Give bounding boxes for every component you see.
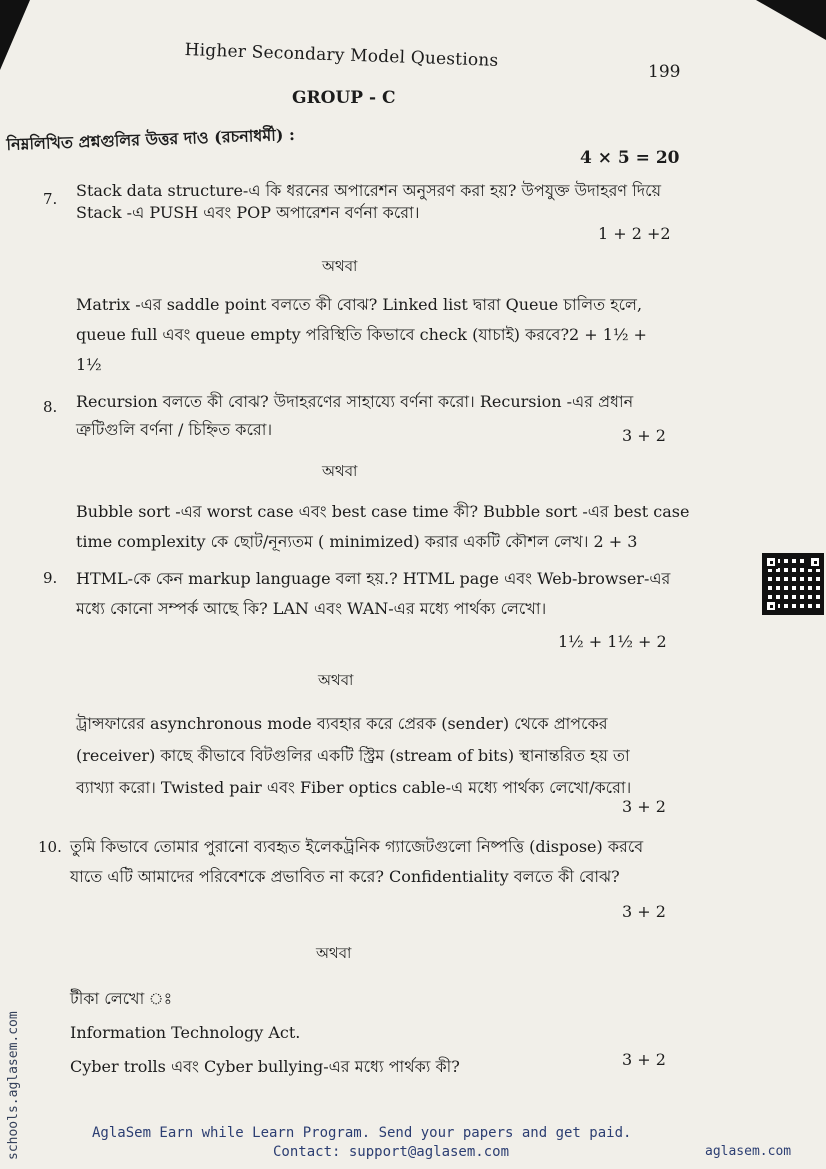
group-heading: GROUP - C	[292, 88, 396, 108]
question-8-text	[76, 388, 633, 444]
or-label: অথবা	[322, 462, 358, 480]
side-watermark: schools.aglasem.com	[6, 1011, 21, 1160]
question-line: Information Technology Act.	[70, 1023, 301, 1042]
question-marks: 3 + 2	[622, 1050, 666, 1069]
question-number: 10.	[38, 838, 62, 856]
question-line: queue full এবং queue empty পরিস্থিতি কিভাবে check (যাচাই) করবে?2 + 1½ +	[76, 325, 647, 344]
question-line: তুমি কিভাবে তোমার পুরানো ব্যবহৃত ইলেকট্রনিক গ্যাজেটগুলো নিষ্পত্তি (dispose) করবে	[70, 837, 644, 856]
question-line: যাতে এটি আমাদের পরিবেশকে প্রভাবিত না করে? Confidentiality বলতে কী বোঝ?	[70, 867, 620, 886]
footer-domain: aglasem.com	[705, 1144, 792, 1159]
question-line: ব্যাখ্যা করো। Twisted pair এবং Fiber optics cable-এ মধ্যে পার্থক্য লেখো/করো।	[76, 778, 632, 797]
question-line: ত্রুটিগুলি বর্ণনা / চিহ্নিত করো।	[76, 420, 273, 439]
question-number: 8.	[43, 398, 58, 416]
question-8-alt-text	[76, 497, 689, 557]
question-7-text	[76, 180, 661, 224]
question-marks: 1 + 2 +2	[598, 224, 671, 243]
question-line: মধ্যে কোনো সম্পর্ক আছে কি? LAN এবং WAN-এর মধ্যে পার্থক্য লেখো।	[76, 599, 547, 618]
question-line: HTML-কে কেন markup language বলা হয়.? HTML page এবং Web-browser-এর	[76, 569, 671, 588]
scan-shadow-top-left	[0, 0, 30, 70]
header-title: Higher Secondary Model Questions	[184, 40, 499, 71]
question-line: Matrix -এর saddle point বলতে কী বোঝ? Linked list দ্বারা Queue চালিত হলে,	[76, 295, 643, 314]
or-label: অথবা	[322, 257, 358, 275]
question-10-alt-text	[70, 982, 460, 1084]
instruction: নিম্নলিখিত প্রশ্নগুলির উত্তর দাও (রচনাধর্মী) :	[6, 124, 296, 154]
question-7-alt-text	[76, 290, 647, 380]
question-marks: 3 + 2	[622, 902, 666, 921]
question-10-text	[70, 832, 643, 892]
question-line: 1½	[76, 355, 102, 374]
question-number: 9.	[43, 569, 58, 587]
total-marks: 4 × 5 = 20	[580, 148, 680, 168]
or-label: অথবা	[316, 944, 352, 962]
qr-finder-pattern	[764, 599, 778, 613]
question-line: Stack data structure-এ কি ধরনের অপারেশন অনুসরণ করা হয়? উপযুক্ত উদাহরণ দিয়ে	[76, 181, 661, 200]
qr-finder-pattern	[764, 555, 778, 569]
qr-finder-pattern	[808, 555, 822, 569]
footer-contact: Contact: support@aglasem.com	[273, 1144, 510, 1160]
footer-program-text: AglaSem Earn while Learn Program. Send your papers and get paid.	[92, 1125, 632, 1141]
or-label: অথবা	[318, 671, 354, 689]
question-line: time complexity কে ছোট/নূন্যতম ( minimized) করার একটি কৌশল লেখ। 2 + 3	[76, 532, 638, 551]
question-marks: 3 + 2	[622, 426, 666, 445]
scan-shadow-top-right	[756, 0, 826, 40]
question-line: Cyber trolls এবং Cyber bullying-এর মধ্যে পার্থক্য কী?	[70, 1057, 460, 1076]
question-9-text	[76, 564, 670, 624]
question-line: Bubble sort -এর worst case এবং best case time কী? Bubble sort -এর best case	[76, 502, 690, 521]
qr-code	[762, 553, 824, 615]
question-line: (receiver) কাছে কীভাবে বিটগুলির একটি স্ট্রিম (stream of bits) স্থানান্তরিত হয় তা	[76, 746, 630, 765]
question-line: Recursion বলতে কী বোঝ? উদাহরণের সাহায্যে বর্ণনা করো। Recursion -এর প্রধান	[76, 392, 634, 411]
question-marks: 1½ + 1½ + 2	[558, 632, 667, 651]
question-line: টীকা লেখো ঃ	[70, 989, 173, 1008]
question-number: 7.	[43, 190, 58, 208]
question-line: Stack -এ PUSH এবং POP অপারেশন বর্ণনা করো।	[76, 203, 420, 222]
question-marks: 3 + 2	[622, 797, 666, 816]
question-9-alt-text	[76, 708, 631, 804]
question-line: ট্রান্সফারের asynchronous mode ব্যবহার করে প্রেরক (sender) থেকে প্রাপকের	[76, 714, 608, 733]
page-number: 199	[648, 62, 681, 82]
